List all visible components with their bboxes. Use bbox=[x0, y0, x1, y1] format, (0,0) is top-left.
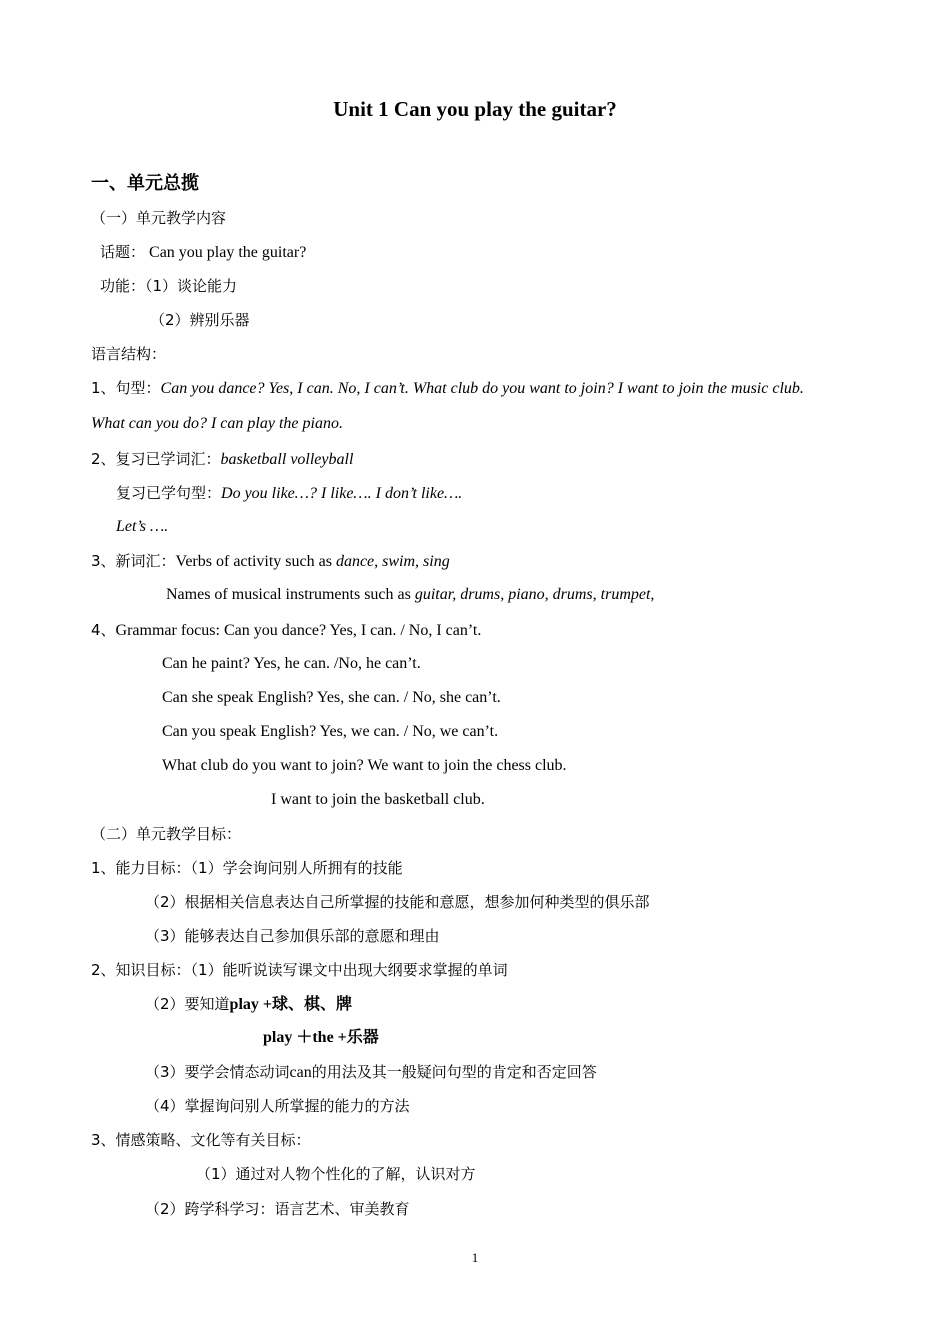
knowledge-goal-3-line bbox=[145, 1062, 597, 1083]
function-item-2: （2）辨别乐器 bbox=[150, 311, 250, 329]
grammar-focus-line bbox=[91, 620, 481, 641]
knowledge-goal-3-b: 的用法及其一般疑问句型的肯定和否定回答 bbox=[311, 1063, 597, 1081]
ability-goal-label: 1、能力目标： bbox=[91, 859, 191, 877]
ability-goal-3: （3）能够表达自己参加俱乐部的意愿和理由 bbox=[145, 927, 440, 945]
knowledge-goal-line bbox=[91, 960, 508, 980]
knowledge-goal-3-a: （3）要学会情态动词 bbox=[145, 1063, 290, 1081]
function-label: 功能： bbox=[100, 277, 146, 295]
page-number: 1 bbox=[471, 1250, 479, 1265]
ability-goal-1: （1）学会询问别人所拥有的技能 bbox=[190, 859, 403, 877]
review-vocab-text: basketball volleyball bbox=[220, 451, 354, 468]
ability-goal-2: （2）根据相关信息表达自己所掌握的技能和意愿，想参加何种类型的俱乐部 bbox=[145, 893, 650, 911]
new-vocab-verbs: dance, swim, sing bbox=[335, 553, 450, 570]
affective-goal-1: （1）通过对人物个性化的了解，认识对方 bbox=[196, 1165, 476, 1183]
knowledge-goal-1: （1）能听说读写课文中出现大纲要求掌握的单词 bbox=[190, 961, 508, 979]
knowledge-goal-2-rule-b: play ＋the +乐器 bbox=[263, 1029, 379, 1046]
content-heading: （一）单元教学内容 bbox=[91, 209, 227, 227]
knowledge-goal-4: （4）掌握询问别人所掌握的能力的方法 bbox=[145, 1097, 410, 1115]
sentence-pattern-text-2: What can you do? I can play the piano. bbox=[91, 415, 343, 432]
review-vocab-label: 2、复习已学词汇： bbox=[91, 450, 221, 468]
grammar-line: What club do you want to join? We want to join the chess club. bbox=[162, 757, 567, 774]
function-item-1: （1）谈论能力 bbox=[145, 277, 238, 295]
grammar-focus-text: Grammar focus: Can you dance? Yes, I can. / No, I can’t. bbox=[115, 622, 482, 639]
sentence-pattern-line bbox=[91, 378, 804, 399]
structure-label: 语言结构： bbox=[91, 345, 167, 363]
knowledge-goal-2-rule: play +球、棋、牌 bbox=[229, 996, 353, 1013]
goals-heading: （二）单元教学目标： bbox=[91, 825, 242, 843]
knowledge-goal-3-can: can bbox=[289, 1064, 312, 1081]
review-pattern-text-2: Let’s …. bbox=[116, 518, 169, 535]
sentence-pattern-text: Can you dance? Yes, I can. No, I can’t. What club do you want to join? I want to join the music club. bbox=[160, 380, 804, 397]
ability-goal-line bbox=[91, 858, 403, 878]
new-vocab-label: 3、新词汇： bbox=[91, 552, 176, 570]
topic-label: 话题： bbox=[100, 243, 146, 261]
grammar-line: Can he paint? Yes, he can. /No, he can’t. bbox=[162, 655, 421, 672]
knowledge-goal-2-prefix: （2）要知道 bbox=[145, 995, 230, 1013]
document-title: Unit 1 Can you play the guitar? bbox=[333, 97, 617, 121]
review-pattern-label: 复习已学句型： bbox=[116, 484, 222, 502]
section-heading-overview: 一、单元总揽 bbox=[91, 173, 199, 194]
review-pattern-line bbox=[116, 483, 462, 504]
topic-value: Can you play the guitar? bbox=[149, 244, 307, 261]
new-vocab-instruments: guitar, drums, piano, drums, trumpet, bbox=[414, 586, 655, 603]
grammar-line: I want to join the basketball club. bbox=[271, 791, 485, 808]
grammar-focus-number: 4、 bbox=[91, 621, 116, 639]
sentence-pattern-label: 1、句型： bbox=[91, 379, 161, 397]
new-vocab-line bbox=[91, 551, 450, 572]
review-vocab-line bbox=[91, 449, 353, 470]
knowledge-goal-label: 2、知识目标： bbox=[91, 961, 191, 979]
review-pattern-text: Do you like…? I like…. I don’t like…. bbox=[221, 485, 463, 502]
new-vocab-instruments-text: Names of musical instruments such as bbox=[166, 586, 415, 603]
knowledge-goal-2-line bbox=[145, 994, 352, 1015]
new-vocab-text: Verbs of activity such as bbox=[175, 553, 336, 570]
grammar-line: Can you speak English? Yes, we can. / No, we can’t. bbox=[162, 723, 499, 740]
topic-line bbox=[100, 242, 306, 263]
function-line-1 bbox=[100, 276, 237, 296]
new-vocab-instruments-line bbox=[166, 585, 654, 605]
affective-goal-2: （2）跨学科学习：语言艺术、审美教育 bbox=[145, 1200, 410, 1218]
grammar-line: Can she speak English? Yes, she can. / No, she can’t. bbox=[162, 689, 501, 706]
affective-goal-label: 3、情感策略、文化等有关目标： bbox=[91, 1131, 311, 1149]
